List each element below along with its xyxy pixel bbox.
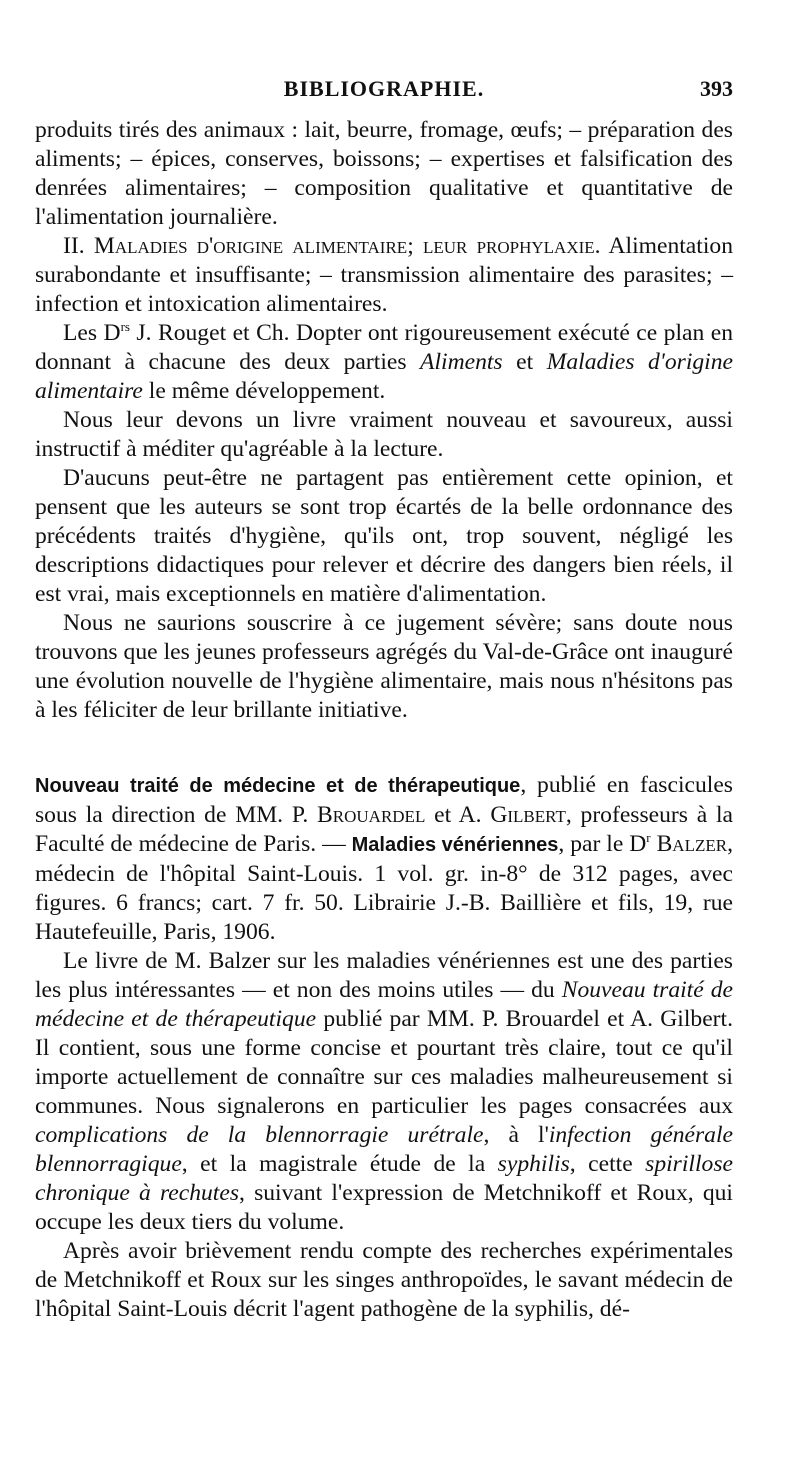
paragraph-continued: produits tirés des animaux : lait, beurre, fromage, œufs; – préparation des aliments; – épices, conserves, boissons; – expertises et falsification des denrées alimentaires; – composition qualitative et quantitative de l'alimentation journalière.: [35, 117, 733, 230]
text-run: publié par MM. P. Brouardel et A. Gilbert. Il contient, sous une forme concise et pourtant très claire, tout ce qu'il importe actuellement de connaître sur ces maladies malheureusement si communes. Nous signalerons en particulier les pages consacrées aux: [35, 1006, 733, 1119]
authors-paragraph: [35, 319, 733, 406]
section-gap: [35, 725, 733, 771]
section-heading: Maladies d'origine alimentaire; leur prophylaxie.: [93, 233, 601, 259]
text-run: J. Rouget et Ch. Dopter ont rigoureusement exécuté ce plan en donnant à chacune des deux parties: [35, 320, 733, 375]
text-run: et A.: [425, 802, 491, 828]
text-run: et: [502, 349, 547, 375]
paragraph: Nous leur devons un livre vraiment nouveau et savoureux, aussi instructif à méditer qu'agréable à la lecture.: [35, 407, 733, 462]
running-title: BIBLIOGRAPHIE.: [283, 76, 485, 101]
italic-term: complications de la blennorragie urétrale: [35, 1122, 484, 1148]
text-run: , par le D: [558, 831, 647, 857]
italic-term: infection générale blennorragique: [35, 1122, 733, 1177]
text-run: le même développement.: [142, 378, 386, 404]
text-run: , et la magistrale étude de la: [181, 1151, 498, 1177]
superscript: r: [646, 830, 651, 846]
italic-title: Maladies d'origine alimentaire: [35, 349, 734, 404]
review-title: Nouveau traité de médecine et de thérapeutique: [35, 775, 521, 797]
review-subtitle: Maladies vénériennes: [351, 834, 559, 856]
section-text: Alimentation surabondante et insuffisante; – transmission alimentaire des parasites; – infection et intoxication alimentaires.: [35, 233, 733, 317]
author-name: Gilbert: [490, 802, 566, 828]
text-run: , professeurs à la Faculté de médecine de Paris. —: [35, 802, 734, 857]
paragraph: D'aucuns peut-être ne partagent pas entièrement cette opinion, et pensent que les auteurs se sont trop écartés de la belle ordonnance des précédents traités d'hygiène, qu'ils ont, trop souvent, négligé les descriptions didactiques pour relever et décrire des dangers bien réels, il est vrai, mais exceptionnels en matière d'alimentation.: [35, 465, 733, 607]
text-run: , suivant l'expression de Metchnikoff et Roux, qui occupe les deux tiers du volume.: [35, 1180, 733, 1235]
section-number: II.: [63, 233, 85, 259]
section-two-paragraph: [35, 232, 733, 319]
paragraph: Nous ne saurions souscrire à ce jugement sévère; sans doute nous trouvons que les jeunes professeurs agrégés du Val-de-Grâce ont inauguré une évolution nouvelle de l'hygiène alimentaire, mais nous n'hésitons pas à les féliciter de leur brillante initiative.: [35, 610, 733, 723]
author-name: Balzer: [656, 831, 728, 857]
italic-term: spirillose chronique à rechutes: [35, 1151, 733, 1206]
paragraph: Après avoir brièvement rendu compte des recherches expérimentales de Metchnikoff et Roux sur les singes anthropoïdes, le savant médecin de l'hôpital Saint-Louis décrit l'agent pathogène de la syphilis, dé-: [35, 1238, 733, 1322]
page-number: 393: [700, 76, 733, 101]
italic-term: syphilis: [497, 1151, 570, 1177]
review-entry: [35, 771, 733, 947]
italic-title: Aliments: [420, 349, 503, 375]
italic-title: Nouveau traité de médecine et de thérapeutique: [35, 977, 733, 1032]
author-name: Brouardel: [317, 802, 426, 828]
superscript: rs: [120, 319, 130, 335]
page-body: [35, 116, 733, 1324]
text-run: Le livre de M. Balzer sur les maladies vénériennes est une des parties les plus intéressantes — et non des moins utiles — du: [35, 948, 733, 1003]
running-header: [35, 76, 733, 106]
text-run: , médecin de l'hôpital Saint-Louis. 1 vol. gr. in-8° de 312 pages, avec figures. 6 francs; cart. 7 fr. 50. Librairie J.-B. Baillière et fils, 19, rue Hautefeuille, Paris, 1906.: [35, 831, 733, 945]
text-run: , cette: [569, 1151, 646, 1177]
text-run: , à l': [483, 1122, 549, 1148]
text-run: , publié en fascicules sous la direction de MM. P.: [35, 772, 733, 828]
text-run: Les D: [63, 320, 121, 346]
review-paragraph: [35, 947, 733, 1237]
